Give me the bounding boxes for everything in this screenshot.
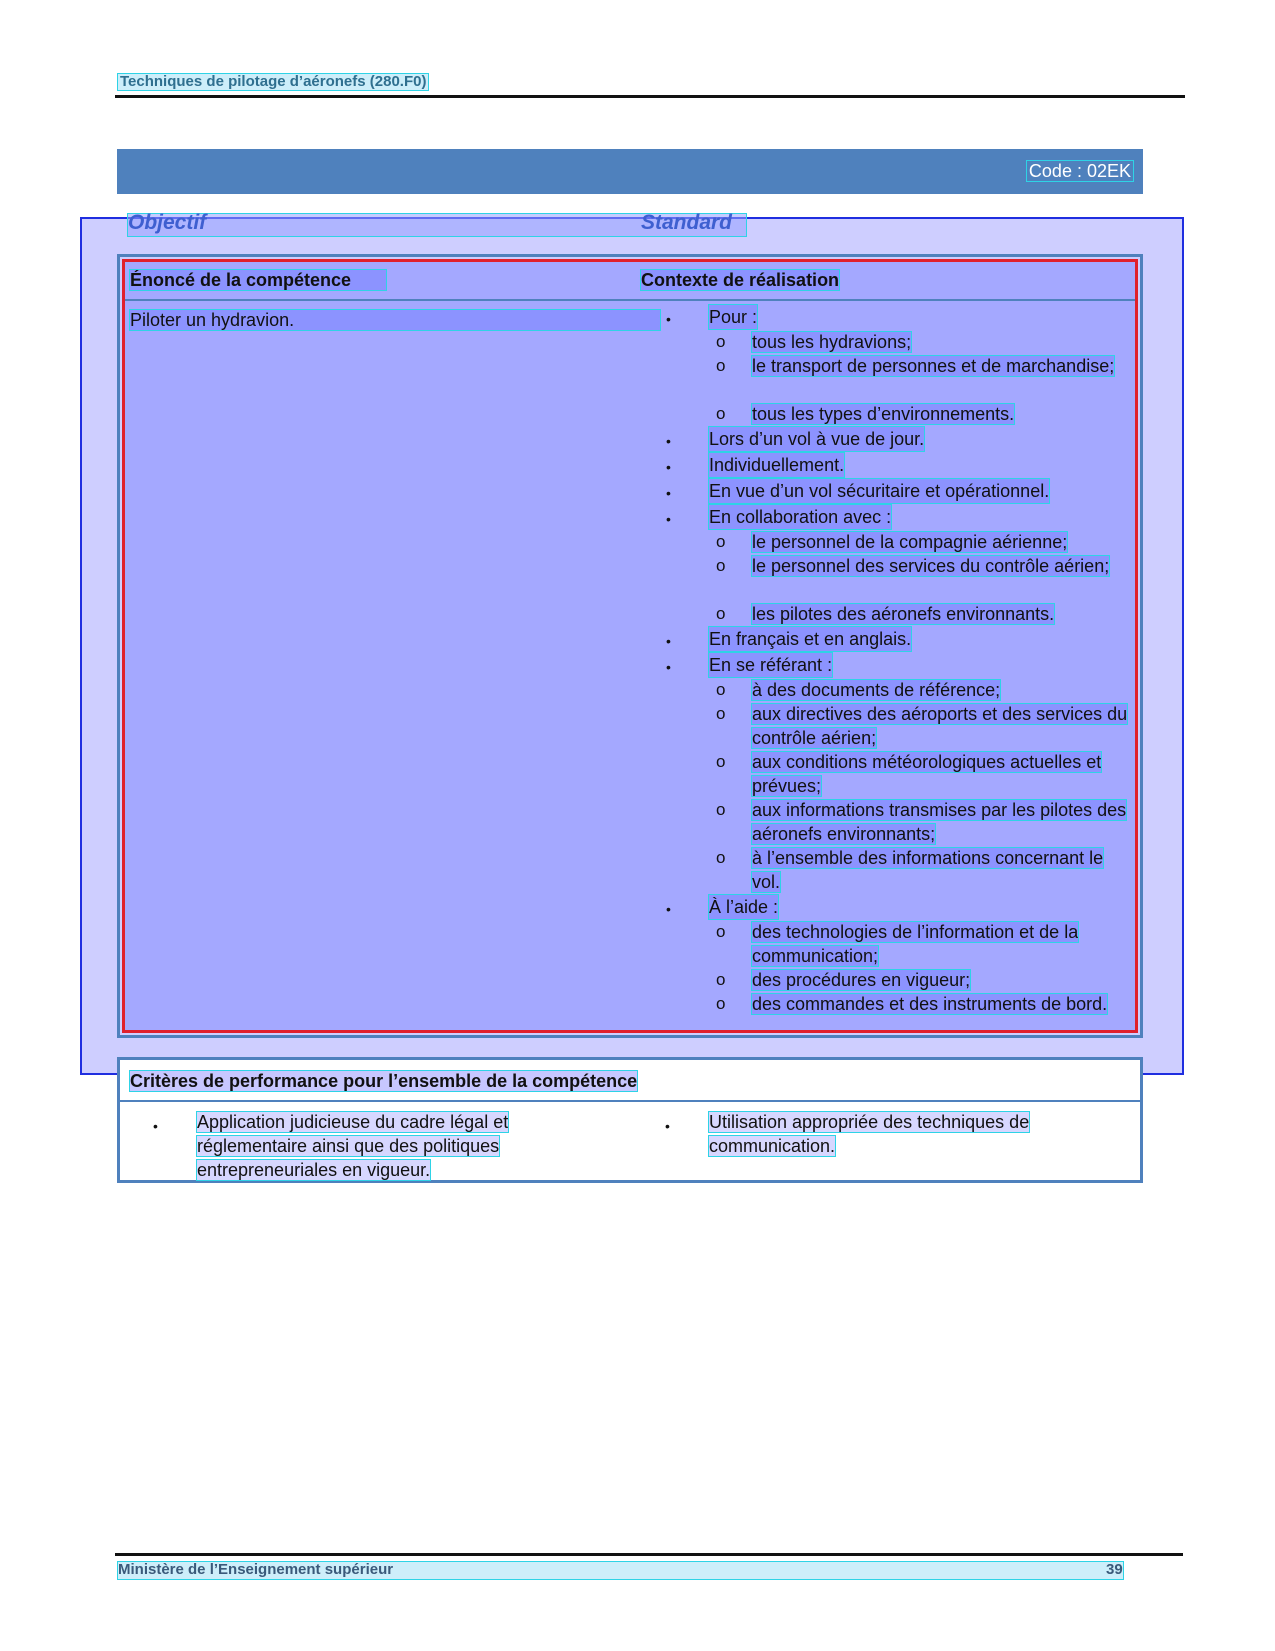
sub-bullet-icon: o bbox=[716, 752, 726, 771]
context-sub-item bbox=[752, 354, 1132, 378]
sub-bullet-icon: o bbox=[716, 604, 726, 623]
context-sub-item-text: tous les hydravions; bbox=[752, 332, 912, 352]
sub-bullet-icon: o bbox=[716, 532, 726, 551]
context-sub-item-text: le transport de personnes et de marchandise; bbox=[752, 356, 1115, 376]
bullet-icon: • bbox=[666, 311, 671, 327]
context-sub-item bbox=[752, 920, 1132, 968]
context-sub-item-text: des commandes et des instruments de bord. bbox=[752, 994, 1108, 1014]
context-sub-item-text: des procédures en vigueur; bbox=[752, 970, 971, 990]
bullet-icon: • bbox=[666, 659, 671, 675]
context-item: En collaboration avec : bbox=[709, 507, 892, 527]
context-sub-item bbox=[752, 402, 1132, 426]
sub-bullet-icon: o bbox=[716, 404, 726, 423]
context-sub-item-text: aux informations transmises par les pilotes des aéronefs environnants; bbox=[752, 800, 1127, 844]
context-sub-item bbox=[752, 530, 1132, 554]
sub-bullet-icon: o bbox=[716, 556, 726, 575]
context-sub-item-text: le personnel de la compagnie aérienne; bbox=[752, 532, 1068, 552]
competency-code: Code : 02EK bbox=[1028, 161, 1131, 181]
context-item: Individuellement. bbox=[709, 455, 845, 475]
code-bar bbox=[117, 149, 1143, 194]
table-header-rule bbox=[125, 299, 1135, 301]
context-sub-item-text: les pilotes des aéronefs environnants. bbox=[752, 604, 1055, 624]
criteria-item bbox=[709, 1110, 1089, 1158]
bullet-icon: • bbox=[666, 485, 671, 501]
context-sub-item bbox=[752, 678, 1132, 702]
footer-ministry: Ministère de l’Enseignement supérieur bbox=[118, 1561, 394, 1578]
context-sub-item bbox=[752, 554, 1132, 578]
context-item: En se référant : bbox=[709, 655, 833, 675]
context-sub-item-text: aux conditions météorologiques actuelles et prévues; bbox=[752, 752, 1102, 796]
context-sub-item-text: des technologies de l’information et de la communication; bbox=[752, 922, 1079, 966]
context-sub-item-text: tous les types d’environnements. bbox=[752, 404, 1015, 424]
context-sub-item-text: à l’ensemble des informations concernant le vol. bbox=[752, 848, 1104, 892]
context-sub-item bbox=[752, 750, 1132, 798]
document-header-title: Techniques de pilotage d’aéronefs (280.F0) bbox=[120, 73, 427, 90]
context-item: Lors d’un vol à vue de jour. bbox=[709, 429, 925, 449]
objective-heading: Objectif bbox=[128, 211, 207, 234]
context-header: Contexte de réalisation bbox=[641, 270, 840, 290]
bullet-icon: • bbox=[666, 633, 671, 649]
context-item: En vue d’un vol sécuritaire et opérationnel. bbox=[709, 481, 1050, 501]
context-sub-item-text: à des documents de référence; bbox=[752, 680, 1001, 700]
sub-bullet-icon: o bbox=[716, 970, 726, 989]
context-sub-item bbox=[752, 968, 1132, 992]
sub-bullet-icon: o bbox=[716, 356, 726, 375]
criteria-bullet-icon: • bbox=[153, 1118, 158, 1134]
context-sub-item bbox=[752, 702, 1132, 750]
criteria-bullet-icon: • bbox=[665, 1118, 670, 1134]
sub-bullet-icon: o bbox=[716, 680, 726, 699]
criteria-item-text: Application judicieuse du cadre légal et réglementaire ainsi que des politiques entrepreneuriales en vigueur. bbox=[197, 1112, 509, 1180]
context-sub-item bbox=[752, 602, 1132, 626]
context-sub-item-text: aux directives des aéroports et des services du contrôle aérien; bbox=[752, 704, 1128, 748]
standard-heading: Standard bbox=[641, 211, 733, 234]
context-item: En français et en anglais. bbox=[709, 629, 912, 649]
bullet-icon: • bbox=[666, 459, 671, 475]
sub-bullet-icon: o bbox=[716, 848, 726, 867]
context-item: À l’aide : bbox=[709, 897, 779, 917]
context-sub-item bbox=[752, 798, 1132, 846]
bullet-icon: • bbox=[666, 511, 671, 527]
criteria-title: Critères de performance pour l’ensemble de la compétence bbox=[130, 1071, 638, 1091]
sub-bullet-icon: o bbox=[716, 704, 726, 723]
sub-bullet-icon: o bbox=[716, 922, 726, 941]
bullet-icon: • bbox=[666, 433, 671, 449]
context-sub-item bbox=[752, 992, 1132, 1016]
sub-bullet-icon: o bbox=[716, 994, 726, 1013]
criteria-item bbox=[197, 1110, 587, 1182]
page-number: 39 bbox=[1106, 1561, 1123, 1578]
bullet-icon: • bbox=[666, 901, 671, 917]
criteria-item-text: Utilisation appropriée des techniques de communication. bbox=[709, 1112, 1030, 1156]
header-rule bbox=[115, 95, 1185, 98]
footer-rule bbox=[115, 1553, 1183, 1556]
competency-statement: Piloter un hydravion. bbox=[130, 310, 660, 330]
criteria-rule bbox=[120, 1100, 1140, 1102]
sub-bullet-icon: o bbox=[716, 332, 726, 351]
statement-header: Énoncé de la compétence bbox=[130, 270, 386, 290]
context-item: Pour : bbox=[709, 307, 758, 327]
sub-bullet-icon: o bbox=[716, 800, 726, 819]
context-sub-item bbox=[752, 846, 1132, 894]
context-sub-item bbox=[752, 330, 1132, 354]
context-sub-item-text: le personnel des services du contrôle aérien; bbox=[752, 556, 1110, 576]
